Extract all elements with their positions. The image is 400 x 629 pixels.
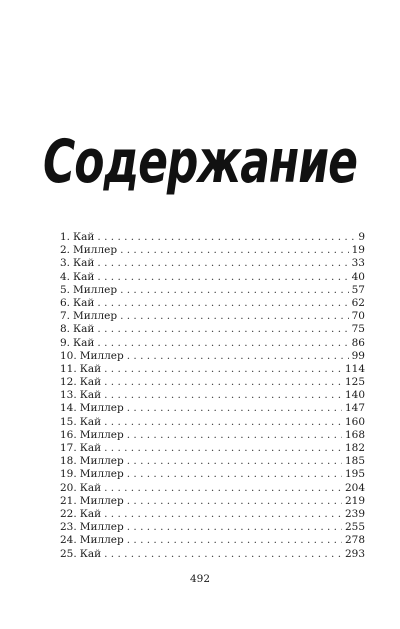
chapter-title: Миллер: [79, 534, 124, 547]
toc-entry: [60, 337, 365, 350]
chapter-title: Кай: [79, 481, 102, 494]
chapter-title: Миллер: [79, 428, 124, 441]
chapter-page-number: 185: [344, 455, 365, 468]
chapter-title: Кай: [73, 231, 95, 243]
toc-entry: [60, 231, 365, 244]
chapter-title: Кай: [79, 389, 102, 402]
chapter-number: 2.: [60, 244, 71, 257]
dot-leader: [127, 521, 342, 534]
toc-entry: [60, 534, 365, 547]
chapter-title: Миллер: [79, 521, 124, 534]
chapter-page-number: 57: [351, 283, 365, 296]
toc-entry: [60, 402, 365, 415]
chapter-page-number: 75: [351, 323, 365, 336]
chapter-number: 14.: [60, 402, 77, 415]
toc-entry: [60, 297, 365, 310]
chapter-title: Миллер: [73, 310, 118, 323]
chapter-page-number: 33: [351, 257, 365, 270]
table-of-contents: [60, 231, 365, 561]
chapter-title: Кай: [79, 415, 102, 428]
dot-leader: [127, 429, 342, 442]
chapter-number: 9.: [60, 336, 71, 349]
toc-entry: [60, 455, 365, 468]
dot-leader: [104, 508, 342, 521]
dot-leader: [127, 350, 349, 363]
dot-leader: [104, 416, 342, 429]
page-title: Содержание: [43, 128, 357, 197]
toc-entry: [60, 508, 365, 521]
chapter-title: Кай: [73, 270, 95, 283]
chapter-number: 5.: [60, 283, 71, 296]
chapter-page-number: 278: [344, 534, 365, 547]
toc-entry: [60, 416, 365, 429]
dot-leader: [120, 310, 349, 323]
chapter-title: Миллер: [79, 494, 124, 507]
dot-leader: [104, 389, 342, 402]
chapter-number: 18.: [60, 455, 77, 468]
chapter-page-number: 168: [344, 428, 365, 441]
toc-entry: [60, 284, 365, 297]
chapter-number: 19.: [60, 468, 77, 481]
chapter-number: 21.: [60, 494, 77, 507]
chapter-number: 11.: [60, 362, 77, 375]
toc-entry: [60, 257, 365, 270]
chapter-page-number: 125: [344, 376, 365, 389]
chapter-page-number: 204: [344, 481, 365, 494]
chapter-number: 24.: [60, 534, 77, 547]
chapter-page-number: 182: [344, 442, 365, 454]
chapter-number: 7.: [60, 310, 71, 323]
dot-leader: [97, 231, 355, 244]
chapter-page-number: 9: [358, 231, 365, 243]
chapter-title: Миллер: [79, 468, 124, 481]
chapter-title: Миллер: [79, 455, 124, 468]
dot-leader: [104, 442, 342, 455]
chapter-page-number: 255: [344, 521, 365, 534]
toc-entry: [60, 350, 365, 363]
chapter-page-number: 195: [344, 468, 365, 481]
dot-leader: [120, 244, 349, 257]
dot-leader: [127, 402, 342, 415]
toc-entry: [60, 244, 365, 257]
page-number: 492: [189, 573, 211, 585]
chapter-number: 6.: [60, 296, 71, 309]
chapter-title: Кай: [79, 376, 102, 389]
chapter-title: Миллер: [73, 283, 118, 296]
dot-leader: [97, 323, 348, 336]
toc-entry: [60, 482, 365, 495]
toc-entry: [60, 376, 365, 389]
chapter-title: Миллер: [73, 244, 118, 257]
chapter-page-number: 86: [351, 336, 365, 349]
toc-entry: [60, 363, 365, 376]
chapter-title: Кай: [79, 507, 102, 520]
dot-leader: [97, 297, 348, 310]
chapter-number: 10.: [60, 349, 77, 362]
toc-entry: [60, 521, 365, 534]
chapter-page-number: 40: [351, 270, 365, 283]
chapter-page-number: 70: [351, 310, 365, 323]
toc-entry: [60, 271, 365, 284]
chapter-title: Кай: [79, 547, 102, 560]
chapter-page-number: 219: [344, 494, 365, 507]
chapter-page-number: 140: [344, 389, 365, 402]
toc-entry: [60, 323, 365, 336]
chapter-title: Кай: [73, 323, 95, 336]
chapter-title: Кай: [73, 296, 95, 309]
dot-leader: [97, 257, 348, 270]
chapter-number: 23.: [60, 521, 77, 534]
dot-leader: [104, 548, 342, 561]
dot-leader: [127, 534, 342, 547]
chapter-title: Кай: [79, 362, 102, 375]
chapter-number: 20.: [60, 481, 77, 494]
dot-leader: [97, 337, 348, 350]
chapter-page-number: 147: [344, 402, 365, 415]
chapter-title: Кай: [73, 257, 95, 270]
chapter-number: 4.: [60, 270, 71, 283]
toc-entry: [60, 495, 365, 508]
toc-entry: [60, 310, 365, 323]
dot-leader: [120, 284, 349, 297]
chapter-number: 13.: [60, 389, 77, 402]
toc-entry: [60, 548, 365, 561]
toc-entry: [60, 468, 365, 481]
chapter-page-number: 160: [344, 415, 365, 428]
dot-leader: [104, 482, 342, 495]
chapter-page-number: 293: [344, 547, 365, 560]
chapter-page-number: 62: [351, 296, 365, 309]
dot-leader: [127, 468, 342, 481]
toc-entry: [60, 442, 365, 455]
chapter-title: Кай: [73, 336, 95, 349]
chapter-page-number: 19: [351, 244, 365, 257]
chapter-title: Миллер: [79, 349, 124, 362]
dot-leader: [104, 376, 342, 389]
chapter-number: 1.: [60, 231, 71, 243]
chapter-number: 16.: [60, 428, 77, 441]
chapter-page-number: 99: [351, 349, 365, 362]
chapter-number: 15.: [60, 415, 77, 428]
chapter-number: 3.: [60, 257, 71, 270]
chapter-number: 8.: [60, 323, 71, 336]
dot-leader: [127, 455, 342, 468]
chapter-title: Кай: [79, 442, 102, 454]
chapter-number: 17.: [60, 442, 77, 454]
toc-entry: [60, 389, 365, 402]
dot-leader: [104, 363, 342, 376]
chapter-page-number: 114: [344, 362, 365, 375]
toc-entry: [60, 429, 365, 442]
chapter-page-number: 239: [344, 507, 365, 520]
chapter-number: 12.: [60, 376, 77, 389]
chapter-number: 22.: [60, 507, 77, 520]
chapter-number: 25.: [60, 547, 77, 560]
chapter-title: Миллер: [79, 402, 124, 415]
dot-leader: [127, 495, 342, 508]
dot-leader: [97, 271, 348, 284]
